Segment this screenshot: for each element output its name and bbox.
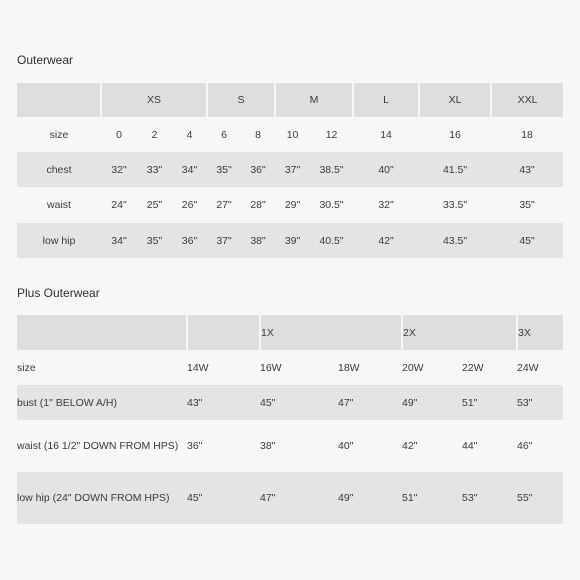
table-cell: 16W	[260, 361, 282, 374]
table-cell: 18W	[338, 361, 360, 374]
table-cell: 49"	[338, 472, 402, 524]
table-cell: 42"	[353, 223, 419, 258]
table-cell: 38.5"	[310, 152, 353, 187]
table-cell: 47"	[338, 385, 402, 420]
table-cell: 39"	[275, 223, 310, 258]
table-cell: 45"	[491, 223, 563, 258]
table-cell: 36"	[172, 223, 207, 258]
table-cell: 34"	[101, 223, 137, 258]
table-cell: 44"	[462, 440, 478, 452]
table-cell: 49"	[402, 385, 462, 420]
table-cell: 51"	[402, 472, 462, 524]
table-cell: 24W	[517, 361, 539, 374]
row-label: low hip	[17, 223, 101, 258]
table-cell: 22W	[462, 361, 484, 374]
row-label: waist (16 1/2" DOWN FROM HPS)	[17, 439, 179, 452]
plus-outerwear-size-table	[17, 315, 563, 524]
size-group-s: S	[207, 83, 275, 117]
row-label: size	[49, 128, 69, 141]
table-cell: 6	[221, 128, 227, 141]
table-cell: 43"	[491, 152, 563, 187]
table-cell: 12	[325, 128, 338, 141]
table-cell: 33.5"	[442, 199, 468, 211]
table-cell: 33"	[137, 152, 172, 187]
table-cell: 36"	[241, 152, 275, 187]
size-group-1x: 1X	[260, 315, 402, 350]
table-cell: 28"	[250, 199, 266, 211]
table-cell: 40.5"	[310, 223, 353, 258]
table-cell: 32"	[101, 152, 137, 187]
table-cell: 30.5"	[319, 199, 344, 211]
size-group-xs: XS	[101, 83, 207, 117]
table-cell: 10	[286, 128, 299, 141]
size-group-3x: 3X	[517, 315, 563, 350]
table-cell: 37"	[275, 152, 310, 187]
table-row	[17, 350, 563, 385]
table-cell: 4	[186, 128, 193, 141]
table-cell: 25"	[146, 199, 163, 211]
table-cell: 40"	[338, 440, 354, 452]
table-row	[17, 420, 563, 472]
table-cell: 8	[255, 128, 261, 141]
header-blank-cell	[17, 315, 187, 350]
table-cell: 45"	[187, 472, 260, 524]
outerwear-size-table	[17, 83, 563, 258]
outerwear-header-row	[17, 83, 563, 117]
size-group-blank	[187, 315, 260, 350]
outerwear-title: Outerwear	[17, 53, 74, 67]
row-label: bust (1" BELOW A/H)	[17, 385, 187, 420]
table-cell: 36"	[187, 440, 203, 452]
table-row	[17, 472, 563, 524]
table-cell: 43"	[187, 385, 260, 420]
table-cell: 53"	[517, 385, 563, 420]
table-cell: 35"	[519, 199, 535, 211]
table-cell: 35"	[207, 152, 241, 187]
table-cell: 34"	[172, 152, 207, 187]
row-label: chest	[17, 152, 101, 187]
table-cell: 26"	[181, 199, 198, 211]
table-row	[17, 187, 563, 223]
table-cell: 47"	[260, 472, 338, 524]
size-group-2x: 2X	[402, 315, 517, 350]
table-row	[17, 385, 563, 420]
table-cell: 41.5"	[419, 152, 491, 187]
table-cell: 42"	[402, 440, 418, 452]
table-cell: 16	[449, 128, 461, 141]
table-cell: 29"	[284, 199, 301, 211]
size-group-xxl: XXL	[491, 83, 563, 117]
table-cell: 38"	[241, 223, 275, 258]
table-cell: 32"	[378, 199, 394, 211]
header-blank-cell	[17, 83, 101, 117]
table-cell: 43.5"	[419, 223, 491, 258]
table-cell: 37"	[207, 223, 241, 258]
plus-outerwear-title: Plus Outerwear	[17, 286, 100, 300]
table-row	[17, 117, 563, 152]
table-cell: 55"	[517, 472, 563, 524]
table-cell: 38"	[260, 440, 276, 452]
table-cell: 40"	[353, 152, 419, 187]
row-label: low hip (24" DOWN FROM HPS)	[17, 472, 187, 524]
size-group-m: M	[275, 83, 353, 117]
plus-outerwear-header-row	[17, 315, 563, 350]
table-cell: 46"	[517, 440, 533, 452]
table-cell: 20W	[402, 361, 424, 374]
table-cell: 53"	[462, 472, 517, 524]
table-cell: 2	[151, 128, 158, 141]
table-cell: 14	[380, 128, 392, 141]
table-row	[17, 223, 563, 258]
size-group-l: L	[353, 83, 419, 117]
table-cell: 51"	[462, 385, 517, 420]
table-cell: 0	[116, 128, 122, 141]
table-cell: 27"	[216, 199, 232, 211]
table-cell: 45"	[260, 385, 338, 420]
table-row	[17, 152, 563, 187]
row-label: waist	[47, 199, 71, 211]
table-cell: 24"	[111, 199, 127, 211]
row-label: size	[17, 361, 36, 374]
table-cell: 14W	[187, 361, 209, 374]
size-group-xl: XL	[419, 83, 491, 117]
table-cell: 18	[521, 128, 533, 141]
table-cell: 35"	[137, 223, 172, 258]
